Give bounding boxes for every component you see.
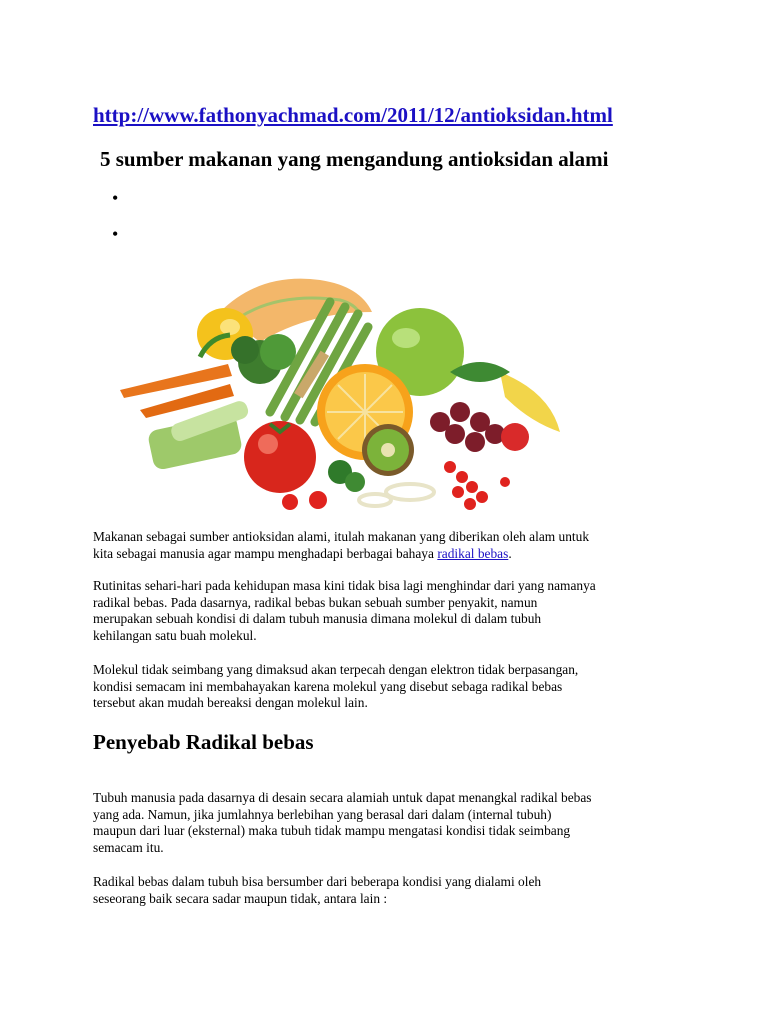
bullet-list (112, 187, 126, 259)
paragraph-4 (93, 790, 693, 856)
paragraph-1 (93, 529, 693, 562)
text-line: Tubuh manusia pada dasarnya di desain secara alamiah untuk dapat menangkal radikal bebas (93, 790, 592, 805)
text-line: tersebut akan mudah bereaksi dengan molekul lain. (93, 695, 368, 711)
text-line: radikal bebas. Pada dasarnya, radikal bebas bukan sebuah sumber penyakit, namun (93, 594, 538, 610)
text-line: semacam itu. (93, 839, 164, 855)
list-item (112, 187, 126, 223)
text-line: kita sebagai manusia agar mampu menghadapi berbagai bahaya (93, 545, 438, 561)
text-line: Makanan sebagai sumber antioksidan alami, itulah makanan yang diberikan oleh alam untuk (93, 529, 590, 544)
text-line: merupakan sebuah kondisi di dalam tubuh manusia dimana molekul di dalam tubuh (93, 611, 542, 627)
text-line: Molekul tidak seimbang yang dimaksud akan terpecah dengan elektron tidak berpasangan, (93, 662, 579, 677)
paragraph-3 (93, 662, 693, 712)
section-heading: Penyebab Radikal bebas (93, 730, 314, 754)
text-line: seseorang baik secara sadar maupun tidak, antara lain : (93, 890, 388, 906)
paragraph-5 (93, 874, 693, 907)
text-line: Rutinitas sehari-hari pada kehidupan masa kini tidak bisa lagi menghindar dari yang namanya (93, 578, 596, 593)
radikal-bebas-link[interactable]: radikal bebas (437, 545, 509, 561)
text-line: Radikal bebas dalam tubuh bisa bersumber dari beberapa kondisi yang dialami oleh (93, 874, 542, 889)
page-title: 5 sumber makanan yang mengandung antioksidan alami (100, 147, 609, 171)
text-line: kehilangan satu buah molekul. (93, 627, 257, 643)
text-line: yang ada. Namun, jika jumlahnya berlebihan yang berasal dari dalam (internal tubuh) (93, 806, 552, 822)
text-line: kondisi semacam ini membahayakan karena molekul yang disebut sebaga radikal bebas (93, 678, 563, 694)
fruits-vegetables-image (110, 272, 580, 514)
list-item (112, 223, 126, 259)
paragraph-2 (93, 578, 693, 644)
text-line: . (508, 545, 512, 561)
source-url-link[interactable]: http://www.fathonyachmad.com/2011/12/antioksidan.html (93, 103, 613, 127)
text-line: maupun dari luar (eksternal) maka tubuh tidak mampu mengatasi kondisi tidak seimbang (93, 823, 571, 839)
